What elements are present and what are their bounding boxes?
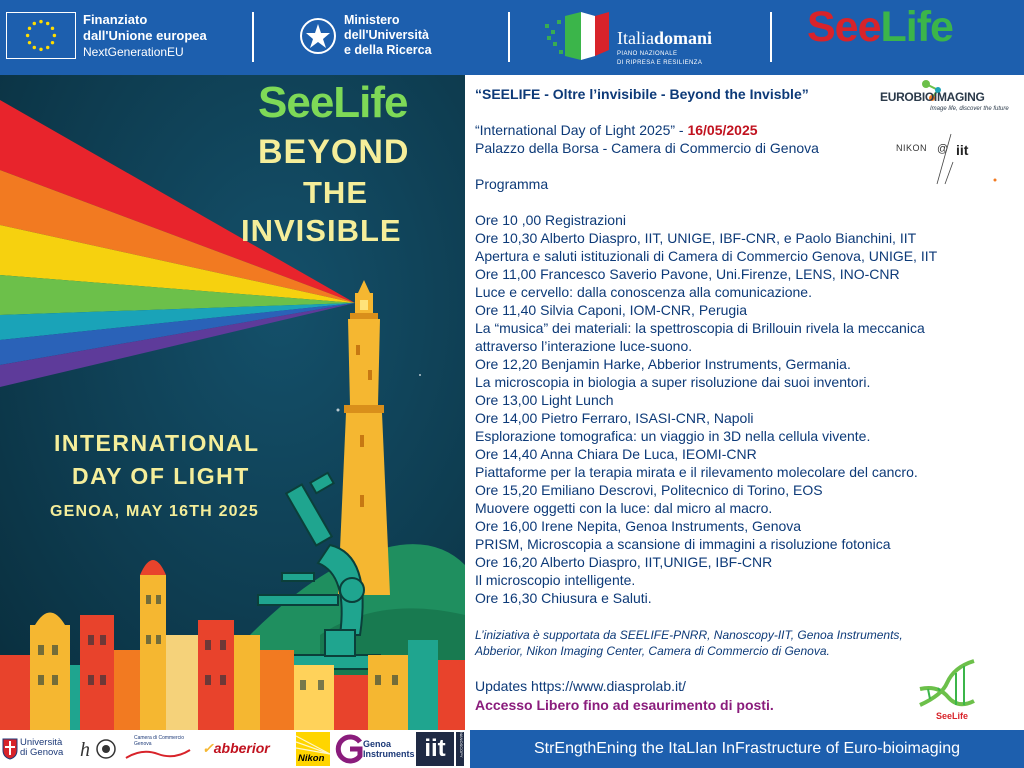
italia-sub-2: DI RIPRESA E RESILIENZA xyxy=(617,60,703,66)
poster-event-line-3: GENOA, MAY 16TH 2025 xyxy=(50,503,259,520)
genoa-instruments-logo xyxy=(363,739,415,759)
seelife-dna-label: SeeLife xyxy=(936,711,969,721)
sponsor-logos xyxy=(0,730,470,768)
programme-item: La microscopia in biologia a super risoluzione dai suoi inventori. xyxy=(475,374,871,390)
updates-link[interactable]: Updates https://www.diasprolab.it/ xyxy=(475,678,686,694)
genoa-line-2: Instruments xyxy=(363,749,415,759)
programme-item: Ore 10 ,00 Registrazioni xyxy=(475,212,626,228)
camera-line-1: Camera di Commercio xyxy=(134,735,185,741)
poster-event-line-2: DAY OF LIGHT xyxy=(72,463,250,489)
ministry-line-3: e della Ricerca xyxy=(344,43,432,57)
italia-domani-flag-icon xyxy=(543,10,613,64)
programme-item: Ore 16,20 Alberto Diaspro, IIT,UNIGE, IBF-CNR xyxy=(475,554,773,570)
eu-line-2: dall'Unione europea xyxy=(83,28,207,43)
header-divider xyxy=(252,12,254,62)
eurobio-prefix: EURO xyxy=(880,90,914,104)
eu-funding-text xyxy=(83,12,207,60)
programme-item: Ore 15,20 Emiliano Descrovi, Politecnico di Torino, EOS xyxy=(475,482,823,498)
header-divider xyxy=(508,12,510,62)
programme-list xyxy=(475,211,1015,607)
camera-commercio-logo xyxy=(134,735,184,747)
ministry-text xyxy=(344,13,432,58)
genoa-instruments-icon xyxy=(334,734,364,764)
event-title: “SEELIFE - Oltre l’invisibile - Beyond the Invisble” xyxy=(475,86,809,102)
ministry-line-1: Ministero xyxy=(344,13,400,27)
at-label: @ xyxy=(937,143,949,155)
nikon-logo-box xyxy=(296,732,330,766)
seelife-header-logo xyxy=(807,3,953,52)
italia-domani-wordmark xyxy=(617,28,712,49)
iit-label: iit xyxy=(956,142,969,158)
unige-line-1: Università xyxy=(20,737,63,748)
eurobio-suffix: BIOIMAGING xyxy=(913,90,985,104)
programme-item: Ore 11,00 Francesco Saverio Pavone, Uni.Firenze, LENS, INO-CNR xyxy=(475,266,900,282)
programme-item: Ore 12,20 Benjamin Harke, Abberior Instruments, Germania. xyxy=(475,356,851,372)
programme-item: Il microscopio intelligente. xyxy=(475,572,636,588)
poster-title-line-1: BEYOND xyxy=(258,133,410,171)
unige-crest-icon xyxy=(2,738,18,760)
camera-line-2: Genova xyxy=(134,741,152,747)
access-note: Accesso Libero fino ad esaurimento di posti. xyxy=(475,697,774,713)
programme-item: Ore 14,40 Anna Chiara De Luca, IEOMI-CNR xyxy=(475,446,757,462)
programme-item: Muovere oggetti con la luce: dal micro al macro. xyxy=(475,500,773,516)
eu-line-1: Finanziato xyxy=(83,12,148,27)
programme-item: La “musica” dei materiali: la spettroscopia di Brillouin rivela la meccanica xyxy=(475,320,925,336)
programme-item: PRISM, Microscopia a scansione di immagini a risoluzione fotonica xyxy=(475,536,891,552)
programme-item: Apertura e saluti istituzionali di Camera di Commercio Genova, UNIGE, IIT xyxy=(475,248,938,264)
eu-line-3: NextGenerationEU xyxy=(83,45,184,59)
italia-sub-1: PIANO NAZIONALE xyxy=(617,51,678,57)
poster-event-line-1: INTERNATIONAL xyxy=(54,430,260,456)
programme-item: Luce e cervello: dalla conoscenza alla comunicazione. xyxy=(475,284,812,300)
programme-heading: Programma xyxy=(475,176,549,192)
bottom-strip: StrEngthEning the ItaLIan InFrastructure of Euro-bioimaging xyxy=(470,730,1024,768)
seelife-see: See xyxy=(807,3,881,51)
seelife-life: Life xyxy=(880,3,953,51)
unige-line-2: di Genova xyxy=(20,747,64,758)
unige-logo xyxy=(20,738,63,758)
nikon-label: NIKON xyxy=(896,143,928,153)
dna-helix-icon xyxy=(912,655,982,723)
programme-item: Ore 10,30 Alberto Diaspro, IIT, UNIGE, IBF-CNR, e Paolo Bianchini, IIT xyxy=(475,230,917,246)
nikon-iit-lines-icon xyxy=(893,132,1013,186)
top-banner xyxy=(0,0,1024,75)
programme-item: attraverso l’interazione luce-suono. xyxy=(475,338,693,354)
italia-prefix: Italia xyxy=(617,28,654,48)
eurobioimaging-wordmark xyxy=(880,90,984,104)
programme-item: Ore 16,30 Chiusura e Saluti. xyxy=(475,590,652,606)
italia-suffix: domani xyxy=(653,28,713,48)
programme-item: Ore 16,00 Irene Nepita, Genoa Instruments, Genova xyxy=(475,518,802,534)
support-line-2: Abberior, Nikon Imaging Center, Camera di Commercio di Genova. xyxy=(475,643,830,658)
programme-item: Ore 13,00 Light Lunch xyxy=(475,392,614,408)
programme-item: Ore 14,00 Pietro Ferraro, ISASI-CNR, Napoli xyxy=(475,410,754,426)
svg-text:h: h xyxy=(80,739,90,760)
poster-title-line-2: THE xyxy=(303,175,368,210)
ministry-line-2: dell'Università xyxy=(344,28,429,42)
abberior-logo xyxy=(202,740,270,757)
programme-item: Ore 11,40 Silvia Caponi, IOM-CNR, Perugia xyxy=(475,302,748,318)
eu-flag-icon xyxy=(6,12,76,59)
italia-domani-text xyxy=(617,28,712,67)
event-poster xyxy=(0,75,465,730)
support-line-1: L’iniziativa è supportata da SEELIFE-PNRR, Nanoscopy-IIT, Genoa Instruments, xyxy=(475,628,903,642)
poster-illustration xyxy=(0,75,465,730)
programme-item: Piattaforme per la terapia mirata e il rilevamento molecolare del cancro. xyxy=(475,464,918,480)
event-date: 16/05/2025 xyxy=(687,122,758,138)
programme-item: Esplorazione tomografica: un viaggio in 3D nella cellula vivente. xyxy=(475,428,871,444)
eurobioimaging-tagline: Image life, discover the future xyxy=(930,106,1009,112)
iit-footer-logo: iit xyxy=(416,732,454,766)
iit-nanoscopy-label: NANOSCOPY xyxy=(456,732,464,766)
abberior-label: abberior xyxy=(213,740,270,756)
italic-h-emblem-icon xyxy=(78,738,118,760)
event-venue: Palazzo della Borsa - Camera di Commercio di Genova xyxy=(475,140,819,156)
abberior-mark-icon: ✓ xyxy=(202,740,214,756)
nikon-footer-label: Nikon xyxy=(298,753,325,764)
header-divider xyxy=(770,12,772,62)
poster-brand: SeeLife xyxy=(258,78,408,127)
poster-title-line-3: INVISIBLE xyxy=(241,213,402,248)
event-name: “International Day of Light 2025” - xyxy=(475,122,688,138)
republic-emblem-icon xyxy=(298,16,338,56)
genoa-line-1: Genoa xyxy=(363,739,392,749)
